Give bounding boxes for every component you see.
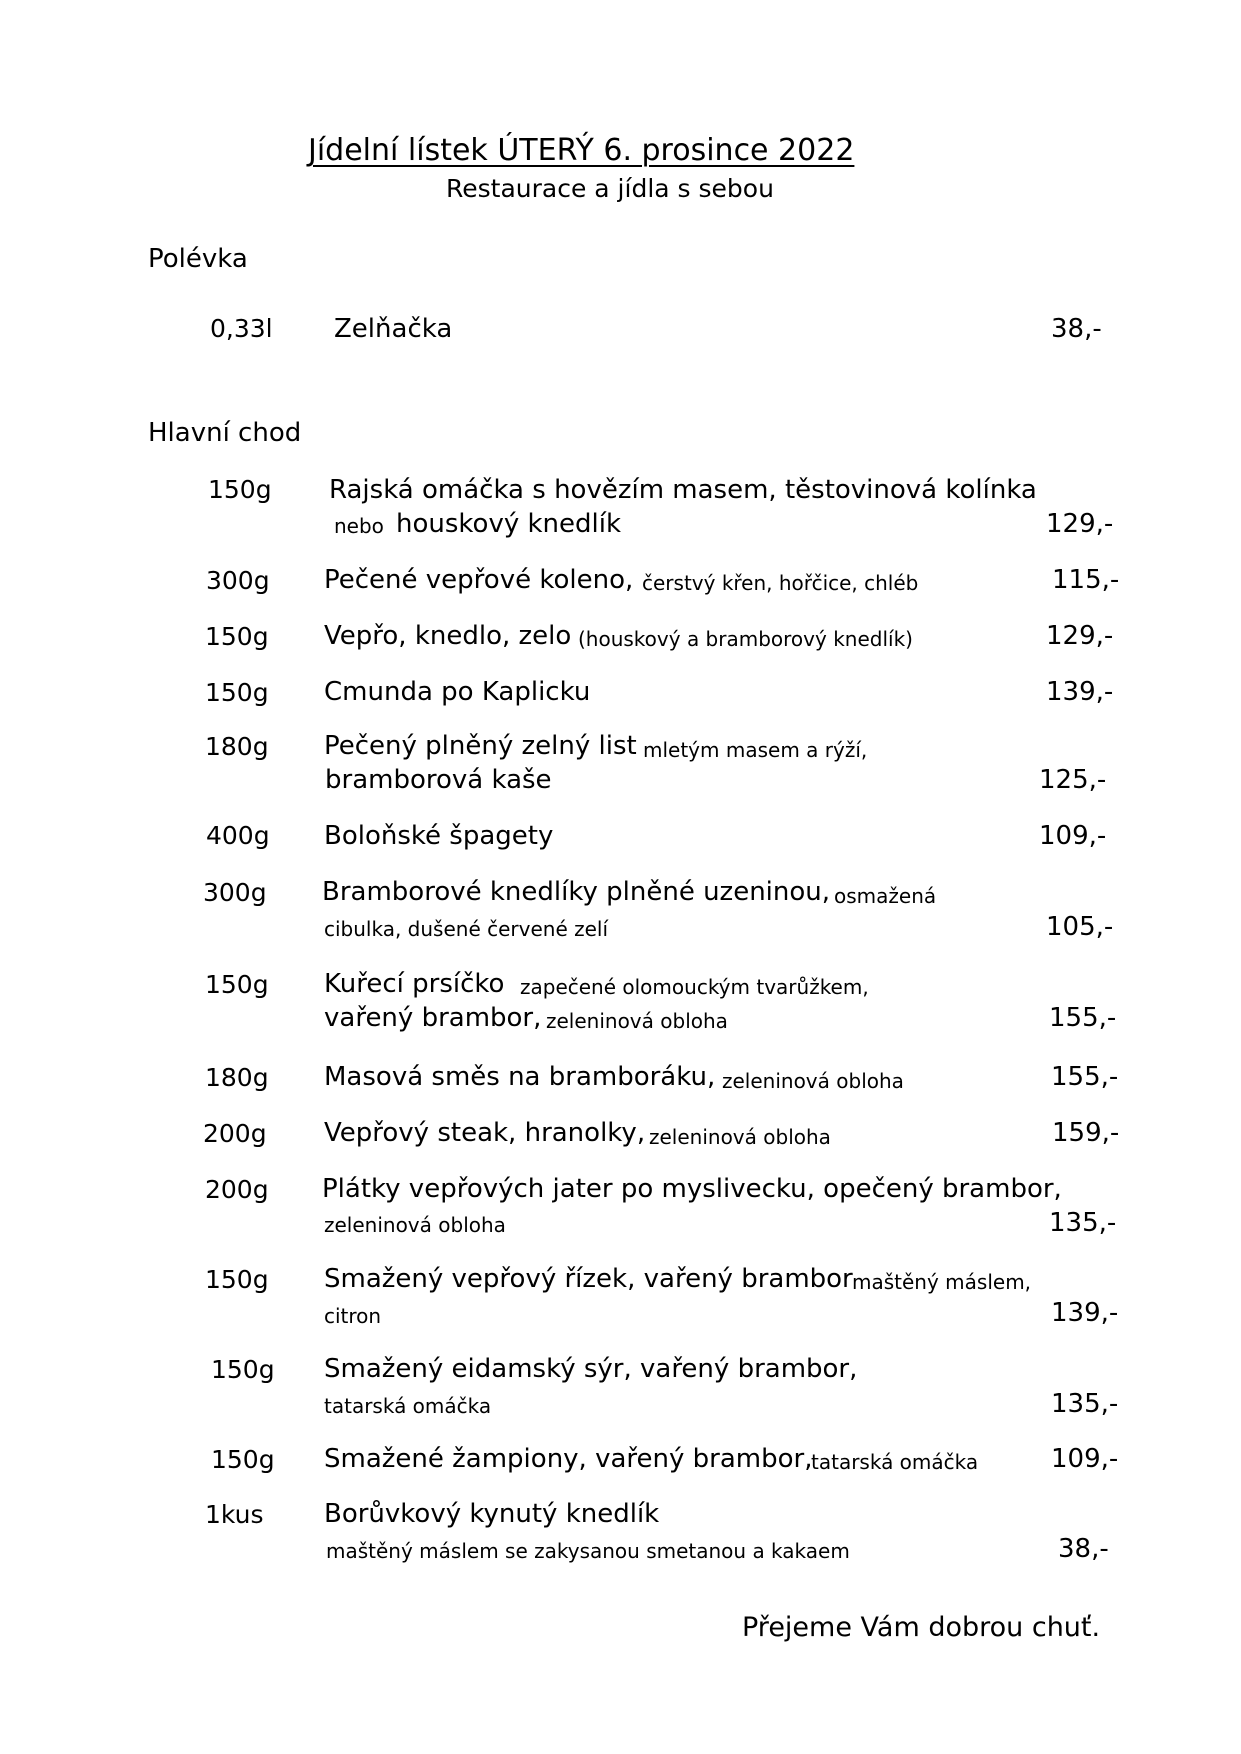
section-heading-soup: Polévka: [148, 244, 248, 274]
item-name: Rajská omáčka s hovězím masem, těstovinová kolínka: [329, 475, 1037, 505]
item-weight: 400g: [206, 821, 270, 850]
item-name: Plátky vepřových jater po myslivecku, opečený brambor,: [322, 1174, 1062, 1204]
item-name: Pečený plněný zelný list: [324, 731, 637, 761]
item-name: Zelňačka: [334, 314, 453, 344]
item-name: Kuřecí prsíčko: [324, 969, 505, 999]
item-weight: 180g: [205, 732, 269, 761]
item-price: 139,-: [1046, 677, 1114, 707]
item-weight: 300g: [206, 566, 270, 595]
item-name: Cmunda po Kaplicku: [324, 677, 591, 707]
item-connector: nebo: [334, 514, 384, 538]
item-price: 38,-: [1051, 314, 1102, 344]
item-name: Smažený eidamský sýr, vařený brambor,: [324, 1354, 858, 1384]
item-name: Vepřový steak, hranolky,: [324, 1118, 646, 1148]
item-price: 155,-: [1051, 1062, 1119, 1092]
item-name: Vepřo, knedlo, zelo: [324, 621, 572, 651]
item-price: 139,-: [1051, 1298, 1119, 1328]
item-weight: 300g: [203, 878, 267, 907]
item-weight: 200g: [203, 1119, 267, 1148]
item-weight: 150g: [205, 678, 269, 707]
item-price: 155,-: [1049, 1003, 1117, 1033]
item-name: Smažené žampiony, vařený brambor,: [324, 1444, 813, 1474]
item-description: tatarská omáčka: [811, 1450, 979, 1474]
item-weight: 150g: [211, 1445, 275, 1474]
closing-wish: Přejeme Vám dobrou chuť.: [742, 1612, 1101, 1643]
item-price: 115,-: [1052, 565, 1120, 595]
item-name: Borůvkový kynutý knedlík: [324, 1499, 660, 1529]
item-weight: 150g: [205, 622, 269, 651]
item-name-cont: vařený brambor,: [324, 1003, 542, 1033]
item-name: Smažený vepřový řízek, vařený brambor: [324, 1264, 853, 1294]
item-description-cont: zeleninová obloha: [324, 1213, 506, 1237]
item-price: 109,-: [1039, 821, 1107, 851]
item-price: 159,-: [1052, 1118, 1120, 1148]
item-weight: 150g: [208, 475, 272, 504]
item-name-cont: houskový knedlík: [396, 509, 622, 539]
item-name-cont: bramborová kaše: [325, 765, 552, 795]
item-price: 109,-: [1051, 1444, 1119, 1474]
item-description: mletým masem a rýží,: [643, 738, 868, 762]
item-price: 129,-: [1046, 621, 1114, 651]
item-description: (houskový a bramborový knedlík): [578, 627, 913, 651]
item-weight: 200g: [205, 1175, 269, 1204]
item-weight: 150g: [205, 1265, 269, 1294]
item-name: Pečené vepřové koleno,: [324, 565, 634, 595]
menu-title: Jídelní lístek ÚTERÝ 6. prosince 2022: [308, 133, 855, 168]
item-weight: 1kus: [205, 1500, 264, 1529]
item-price: 129,-: [1046, 509, 1114, 539]
item-description-cont: citron: [324, 1304, 382, 1328]
item-price: 38,-: [1058, 1534, 1109, 1564]
item-description-cont: tatarská omáčka: [324, 1394, 492, 1418]
item-weight: 150g: [205, 970, 269, 999]
item-name: Masová směs na bramboráku,: [324, 1062, 716, 1092]
section-heading-main: Hlavní chod: [148, 418, 302, 448]
item-name: Boloňské špagety: [324, 821, 554, 851]
item-name: Bramborové knedlíky plněné uzeninou,: [322, 877, 831, 907]
item-description: zeleninová obloha: [722, 1069, 904, 1093]
item-description: zapečené olomouckým tvarůžkem,: [520, 975, 869, 999]
item-description: čerstvý křen, hořčice, chléb: [642, 571, 919, 595]
item-price: 135,-: [1049, 1208, 1117, 1238]
item-description: osmažená: [834, 884, 937, 908]
item-weight: 180g: [205, 1063, 269, 1092]
item-description-cont: cibulka, dušené červené zelí: [324, 917, 609, 941]
item-weight: 150g: [211, 1355, 275, 1384]
menu-subtitle: Restaurace a jídla s sebou: [446, 174, 774, 203]
item-price: 135,-: [1051, 1389, 1119, 1419]
item-weight: 0,33l: [210, 314, 273, 343]
item-description: zeleninová obloha: [649, 1125, 831, 1149]
item-description-cont: zeleninová obloha: [546, 1009, 728, 1033]
item-price: 105,-: [1046, 912, 1114, 942]
item-price: 125,-: [1039, 765, 1107, 795]
item-description: maštěný máslem,: [852, 1270, 1032, 1294]
item-description-cont: maštěný máslem se zakysanou smetanou a kakaem: [326, 1539, 850, 1563]
